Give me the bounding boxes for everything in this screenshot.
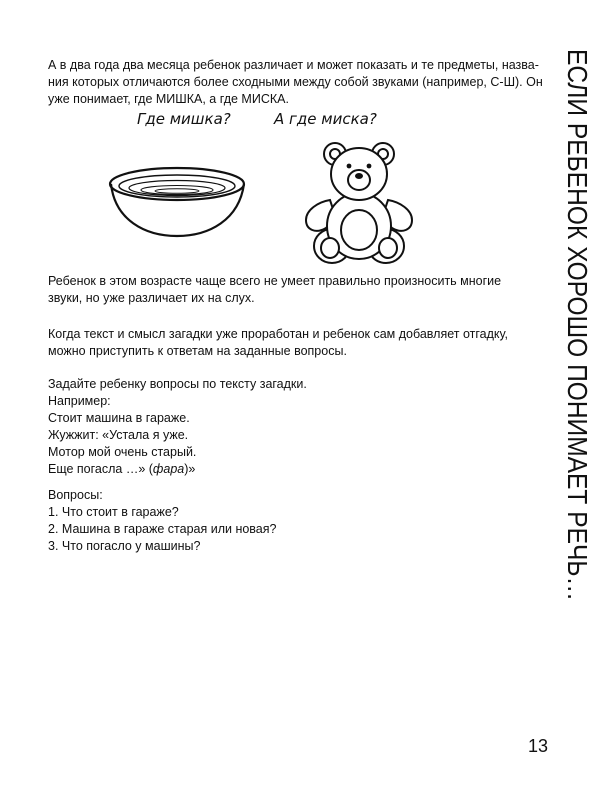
teddy-bear-illustration: [300, 138, 418, 273]
caption-where-bear: Где мишка?: [137, 110, 231, 128]
riddle-line-3: Стоит машина в гараже.: [48, 411, 190, 425]
para2-line-1: Ребенок в этом возрасте чаще всего не умеет правильно произносить многие: [48, 274, 502, 288]
riddle-last-suffix: )»: [184, 462, 196, 476]
riddle-answer: фара: [152, 462, 185, 476]
intro-line-3: уже понимает, где МИШКА, а где МИСКА.: [48, 92, 289, 106]
question-item: 2. Машина в гараже старая или новая?: [48, 522, 277, 536]
riddle-line-5: Мотор мой очень старый.: [48, 445, 197, 459]
riddle-last-prefix: Еще погасла …» (: [48, 462, 153, 476]
riddle-line-4: Жужжит: «Устала я уже.: [48, 428, 189, 442]
teddy-bear-icon: [300, 138, 418, 268]
intro-line-1: А в два года два месяца ребенок различает и может показать и те предметы, назва-: [48, 58, 539, 72]
caption-where-bowl: А где миска?: [274, 110, 377, 128]
questions-block: [48, 487, 276, 555]
paragraph-riddle-ready: [38, 326, 530, 360]
riddle-line-2: Например:: [48, 394, 111, 408]
riddle-line-1: Задайте ребенку вопросы по тексту загадки.: [48, 377, 307, 391]
riddle-line-6: [48, 461, 307, 478]
intro-line-2: ния которых отличаются более сходными между собой звуками (например, С-Ш). Он: [48, 75, 543, 89]
question-item: 3. Что погасло у машины?: [48, 539, 201, 553]
bowl-icon: [105, 160, 250, 240]
riddle-block: [48, 376, 307, 478]
question-item: 1. Что стоит в гараже?: [48, 505, 179, 519]
vertical-chapter-heading: [544, 47, 600, 607]
chapter-heading-text: ЕСЛИ РЕБЕНОК ХОРОШО ПОНИМАЕТ РЕЧЬ…: [562, 49, 593, 607]
para3-line-2: можно приступить к ответам на заданные вопросы.: [48, 344, 347, 358]
intro-paragraph: [38, 57, 543, 108]
para2-line-2: звуки, но уже различает их на слух.: [48, 291, 255, 305]
questions-title: Вопросы:: [48, 488, 103, 502]
para3-line-1: Когда текст и смысл загадки уже проработан и ребенок сам добавляет отгадку,: [48, 327, 508, 341]
page-number: 13: [527, 736, 548, 756]
bowl-illustration: [105, 160, 250, 245]
paragraph-speech-sounds: [38, 273, 530, 307]
